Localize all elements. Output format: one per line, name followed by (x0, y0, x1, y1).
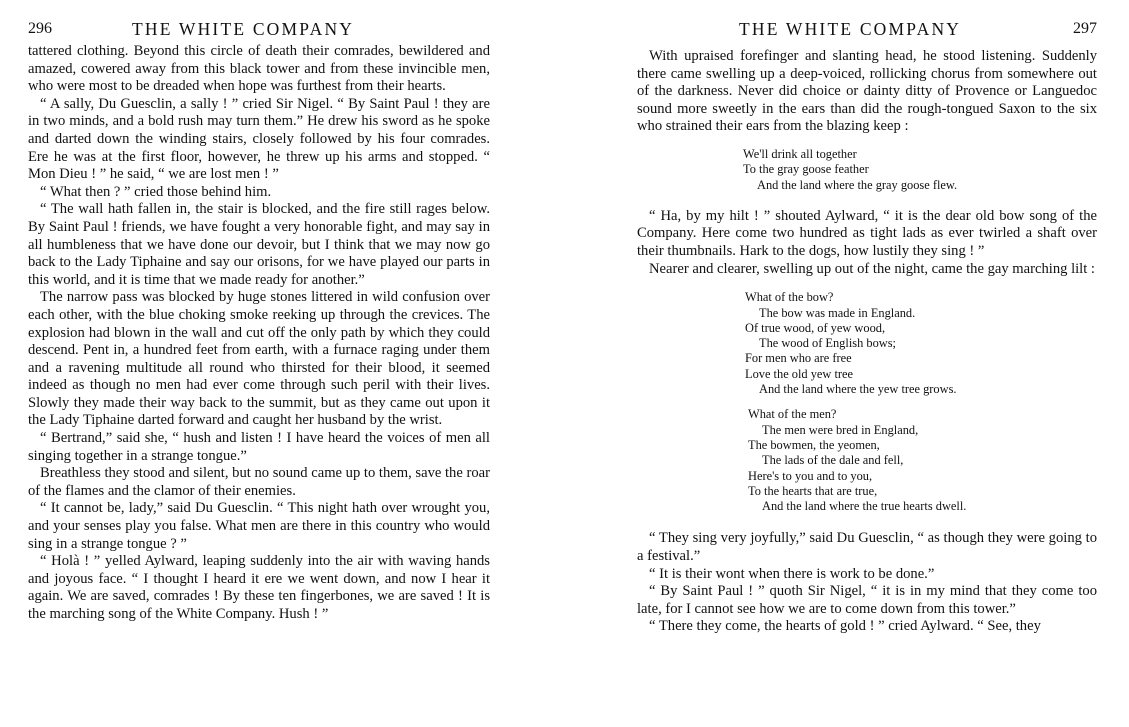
verse-line: To the gray goose feather (743, 162, 869, 177)
verse-line: The bowmen, the yeomen, (748, 437, 880, 452)
verse-line: For men who are free (745, 351, 852, 366)
right-page-body (637, 48, 1097, 636)
paragraph: “ By Saint Paul ! ” quoth Sir Nigel, “ it is in my mind that they come too late, for I cannot see how we are to come down from this tower.” (637, 583, 1097, 617)
paragraph: Nearer and clearer, swelling up out of the night, came the gay marching lilt : (649, 260, 1095, 277)
paragraph: “ The wall hath fallen in, the stair is blocked, and the fire still rages below. By Saint Paul ! friends, we have fought a very honorable fight, and may say in all humbleness that we have done our devoir, but I think that we may now go back to the Lady Tiphaine and say our orisons, for we have played our parts in this world, and it is time that we made ready for another.” (28, 201, 490, 288)
paragraph: “ Holà ! ” yelled Aylward, leaping suddenly into the air with waving hands and joyous face. “ I thought I heard it ere we went down, and now I hear it again. We are saved, comrades ! By these ten fingerbones, we are saved ! It is the marching song of the White Company. Hush ! ” (28, 553, 490, 622)
verse-line: The lads of the dale and fell, (762, 453, 904, 468)
paragraph: “ It is their wont when there is work to be done.” (649, 565, 935, 582)
verse-line: What of the bow? (745, 290, 834, 305)
song-verse (748, 407, 1097, 514)
verse-line: And the land where the yew tree grows. (759, 382, 957, 397)
verse-line: And the land where the gray goose flew. (757, 177, 958, 192)
running-title: THE WHITE COMPANY (739, 19, 962, 39)
left-page-body (28, 43, 490, 624)
paragraph: “ They sing very joyfully,” said Du Guesclin, “ as though they were going to a festival.” (637, 530, 1097, 564)
paragraph: With upraised forefinger and slanting head, he stood listening. Suddenly there came swelling up a deep-voiced, rollicking chorus from somewhere out of the darkness. Never did choice or dainty ditty of Provence or Languedoc sound more sweetly in the ears than did the rough-tongued Saxon to the six who strained their ears from the blazing keep : (637, 48, 1097, 135)
paragraph: “ Ha, by my hilt ! ” shouted Aylward, “ it is the dear old bow song of the Company. Here come two hundred as tight lads as ever twirled a shaft over their thumbnails. Hark to the dogs, how lustily they sing ! ” (637, 207, 1097, 260)
verse-line: What of the men? (748, 407, 837, 422)
page-number: 296 (28, 20, 52, 37)
verse-line: And the land where the true hearts dwell. (762, 499, 967, 514)
paragraph: “ There they come, the hearts of gold ! ” cried Aylward. “ See, they (649, 618, 1041, 635)
verse-line: The wood of English bows; (759, 336, 896, 351)
paragraph: The narrow pass was blocked by huge stones littered in wild confusion over each other, with the blue choking smoke reeking up through the crevices. The explosion had blown in the wall and cut off the only path by which they could descend. Pent in, a hundred feet from earth, with a furnace raging under them and a ravening multitude all round who thirsted for their blood, it seemed indeed as though no men had ever come through such peril with their lives. Slowly they made their way back to the summit, but as they came out upon it the Lady Tiphaine darted forward and caught her husband by the wrist. (28, 289, 490, 429)
verse-line: Here's to you and to you, (748, 468, 873, 483)
song-verse (743, 147, 1097, 193)
verse-line: The men were bred in England, (762, 422, 919, 437)
verse-line: We'll drink all together (743, 146, 857, 161)
paragraph: Breathless they stood and silent, but no sound came up to them, save the roar of the flames and the clamor of their enemies. (28, 465, 490, 499)
paragraph: “ What then ? ” cried those behind him. (40, 183, 272, 200)
paragraph: tattered clothing. Beyond this circle of death their comrades, bewildered and amazed, cowered away from this black tower and from these invincible men, who were most to be dreaded when hope was furthest from their hearts. (28, 43, 490, 95)
paragraph: “ Bertrand,” said she, “ hush and listen ! I have heard the voices of men all singing together in a strange tongue.” (28, 430, 490, 464)
right-page-header (637, 18, 1097, 40)
song-verse (745, 290, 1097, 397)
verse-line: Of true wood, of yew wood, (745, 320, 886, 335)
verse-line: Love the old yew tree (745, 366, 854, 381)
paragraph: “ It cannot be, lady,” said Du Guesclin. “ This night hath over wrought you, and your senses play you false. What men are there in this country who would sing in a strange tongue ? ” (28, 500, 490, 552)
left-page (28, 0, 490, 727)
page-number: 297 (1073, 20, 1097, 37)
running-title: THE WHITE COMPANY (132, 19, 355, 39)
verse-line: The bow was made in England. (759, 305, 916, 320)
left-page-header (28, 18, 490, 40)
verse-line: To the hearts that are true, (748, 483, 878, 498)
right-page (637, 0, 1097, 727)
paragraph: “ A sally, Du Guesclin, a sally ! ” cried Sir Nigel. “ By Saint Paul ! they are in two minds, and a bold rush may turn them.” He drew his sword as he spoke and darted down the winding stairs, closely followed by his four comrades. Ere he was at the first floor, however, he threw up his arms and stopped. “ Mon Dieu ! ” he said, “ we are lost men ! ” (28, 95, 490, 183)
